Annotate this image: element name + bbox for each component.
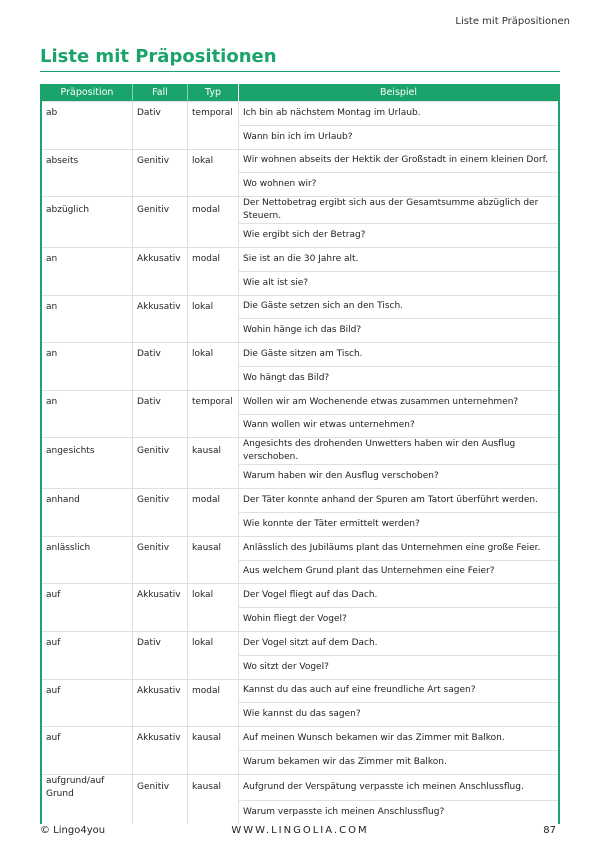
- cell-typ: temporal: [188, 390, 239, 414]
- table-row-question: [42, 319, 558, 343]
- cell-praeposition: abzüglich: [42, 197, 133, 224]
- table-row: [42, 247, 558, 271]
- empty-cell: [42, 801, 133, 824]
- cell-typ: kausal: [188, 438, 239, 465]
- empty-cell: [42, 125, 133, 149]
- cell-praeposition: angesichts: [42, 438, 133, 465]
- empty-cell: [133, 414, 188, 438]
- cell-fall: Genitiv: [133, 438, 188, 465]
- cell-fall: Dativ: [133, 343, 188, 367]
- empty-cell: [188, 703, 239, 727]
- cell-praeposition: auf: [42, 679, 133, 703]
- cell-question: Warum bekamen wir das Zimmer mit Balkon.: [239, 750, 559, 774]
- empty-cell: [188, 224, 239, 248]
- table-body: [42, 102, 558, 825]
- cell-example: Aufgrund der Verspätung verpasste ich meinen Anschlussflug.: [239, 774, 559, 801]
- cell-praeposition: an: [42, 390, 133, 414]
- table-row-question: [42, 414, 558, 438]
- cell-typ: lokal: [188, 631, 239, 655]
- table-row: [42, 197, 558, 224]
- table-row: [42, 679, 558, 703]
- cell-example: Der Täter konnte anhand der Spuren am Tatort überführt werden.: [239, 489, 559, 513]
- empty-cell: [42, 703, 133, 727]
- cell-praeposition: an: [42, 247, 133, 271]
- cell-example: Der Nettobetrag ergibt sich aus der Gesamtsumme abzüglich der Steuern.: [239, 197, 559, 224]
- table-row: [42, 438, 558, 465]
- empty-cell: [133, 465, 188, 489]
- cell-example: Die Gäste sitzen am Tisch.: [239, 343, 559, 367]
- empty-cell: [133, 319, 188, 343]
- cell-fall: Akkusativ: [133, 295, 188, 319]
- cell-fall: Genitiv: [133, 536, 188, 560]
- cell-example: Auf meinen Wunsch bekamen wir das Zimmer mit Balkon.: [239, 727, 559, 751]
- cell-example: Kannst du das auch auf eine freundliche Art sagen?: [239, 679, 559, 703]
- cell-question: Wo hängt das Bild?: [239, 366, 559, 390]
- column-header-beispiel: Beispiel: [239, 84, 559, 102]
- empty-cell: [133, 750, 188, 774]
- cell-question: Wie ergibt sich der Betrag?: [239, 224, 559, 248]
- table-row-question: [42, 608, 558, 632]
- cell-example: Sie ist an die 30 Jahre alt.: [239, 247, 559, 271]
- cell-question: Wie alt ist sie?: [239, 271, 559, 295]
- table-row-question: [42, 750, 558, 774]
- cell-fall: Dativ: [133, 390, 188, 414]
- empty-cell: [42, 414, 133, 438]
- cell-question: Wo sitzt der Vogel?: [239, 655, 559, 679]
- table-row: [42, 727, 558, 751]
- table-header-row: [42, 84, 558, 102]
- cell-question: Wie kannst du das sagen?: [239, 703, 559, 727]
- empty-cell: [188, 465, 239, 489]
- cell-typ: modal: [188, 489, 239, 513]
- empty-cell: [188, 173, 239, 197]
- empty-cell: [188, 366, 239, 390]
- cell-typ: modal: [188, 247, 239, 271]
- empty-cell: [188, 608, 239, 632]
- title-divider: [40, 71, 560, 72]
- cell-fall: Genitiv: [133, 489, 188, 513]
- cell-example: Anlässlich des Jubiläums plant das Unternehmen eine große Feier.: [239, 536, 559, 560]
- table-row: [42, 102, 558, 126]
- empty-cell: [133, 512, 188, 536]
- cell-question: Aus welchem Grund plant das Unternehmen eine Feier?: [239, 560, 559, 584]
- empty-cell: [133, 703, 188, 727]
- empty-cell: [188, 271, 239, 295]
- column-header-fall: Fall: [133, 84, 188, 102]
- cell-question: Wohin hänge ich das Bild?: [239, 319, 559, 343]
- cell-example: Die Gäste setzen sich an den Tisch.: [239, 295, 559, 319]
- cell-typ: modal: [188, 197, 239, 224]
- cell-praeposition: auf: [42, 584, 133, 608]
- cell-fall: Genitiv: [133, 197, 188, 224]
- empty-cell: [42, 224, 133, 248]
- cell-praeposition: aufgrund/auf Grund: [42, 774, 133, 801]
- empty-cell: [133, 608, 188, 632]
- cell-fall: Genitiv: [133, 149, 188, 173]
- empty-cell: [188, 414, 239, 438]
- empty-cell: [188, 655, 239, 679]
- empty-cell: [42, 465, 133, 489]
- running-head: Liste mit Präpositionen: [455, 16, 570, 27]
- empty-cell: [133, 271, 188, 295]
- table-row-question: [42, 801, 558, 824]
- table-row-question: [42, 224, 558, 248]
- footer-copyright: © Lingo4you: [40, 825, 106, 836]
- cell-question: Warum verpasste ich meinen Anschlussflug?: [239, 801, 559, 824]
- cell-fall: Akkusativ: [133, 584, 188, 608]
- table-row-question: [42, 173, 558, 197]
- empty-cell: [188, 512, 239, 536]
- table-row-question: [42, 703, 558, 727]
- cell-example: Ich bin ab nächstem Montag im Urlaub.: [239, 102, 559, 126]
- cell-example: Wollen wir am Wochenende etwas zusammen unternehmen?: [239, 390, 559, 414]
- cell-typ: lokal: [188, 584, 239, 608]
- cell-fall: Akkusativ: [133, 727, 188, 751]
- cell-example: Wir wohnen abseits der Hektik der Großstadt in einem kleinen Dorf.: [239, 149, 559, 173]
- empty-cell: [42, 173, 133, 197]
- table-row-question: [42, 655, 558, 679]
- empty-cell: [133, 125, 188, 149]
- table-row-question: [42, 465, 558, 489]
- cell-praeposition: anlässlich: [42, 536, 133, 560]
- cell-praeposition: an: [42, 343, 133, 367]
- preposition-table: [42, 84, 558, 824]
- cell-typ: lokal: [188, 295, 239, 319]
- empty-cell: [188, 560, 239, 584]
- empty-cell: [133, 224, 188, 248]
- cell-question: Warum haben wir den Ausflug verschoben?: [239, 465, 559, 489]
- table-row-question: [42, 271, 558, 295]
- cell-typ: lokal: [188, 343, 239, 367]
- empty-cell: [42, 366, 133, 390]
- empty-cell: [42, 608, 133, 632]
- cell-question: Wohin fliegt der Vogel?: [239, 608, 559, 632]
- cell-question: Wann bin ich im Urlaub?: [239, 125, 559, 149]
- table-row-question: [42, 125, 558, 149]
- cell-example: Angesichts des drohenden Unwetters haben wir den Ausflug verschoben.: [239, 438, 559, 465]
- column-header-praeposition: Präposition: [42, 84, 133, 102]
- page-title: Liste mit Präpositionen: [40, 46, 277, 67]
- empty-cell: [188, 125, 239, 149]
- table-row: [42, 390, 558, 414]
- table-row: [42, 584, 558, 608]
- cell-praeposition: anhand: [42, 489, 133, 513]
- empty-cell: [42, 750, 133, 774]
- table-row: [42, 631, 558, 655]
- empty-cell: [133, 801, 188, 824]
- cell-fall: Dativ: [133, 631, 188, 655]
- table-row: [42, 774, 558, 801]
- table-row-question: [42, 512, 558, 536]
- table-row: [42, 489, 558, 513]
- cell-typ: temporal: [188, 102, 239, 126]
- empty-cell: [42, 271, 133, 295]
- cell-example: Der Vogel sitzt auf dem Dach.: [239, 631, 559, 655]
- cell-praeposition: auf: [42, 631, 133, 655]
- cell-typ: kausal: [188, 774, 239, 801]
- footer-website: WWW.LINGOLIA.COM: [231, 825, 369, 836]
- cell-typ: lokal: [188, 149, 239, 173]
- table-row-question: [42, 560, 558, 584]
- cell-question: Wie konnte der Täter ermittelt werden?: [239, 512, 559, 536]
- table-row: [42, 149, 558, 173]
- empty-cell: [188, 750, 239, 774]
- empty-cell: [42, 655, 133, 679]
- empty-cell: [133, 560, 188, 584]
- cell-typ: modal: [188, 679, 239, 703]
- empty-cell: [133, 173, 188, 197]
- table-row: [42, 343, 558, 367]
- cell-praeposition: an: [42, 295, 133, 319]
- cell-fall: Dativ: [133, 102, 188, 126]
- cell-fall: Genitiv: [133, 774, 188, 801]
- cell-example: Der Vogel fliegt auf das Dach.: [239, 584, 559, 608]
- cell-praeposition: abseits: [42, 149, 133, 173]
- empty-cell: [188, 801, 239, 824]
- cell-typ: kausal: [188, 536, 239, 560]
- table-row: [42, 536, 558, 560]
- cell-typ: kausal: [188, 727, 239, 751]
- cell-praeposition: ab: [42, 102, 133, 126]
- cell-praeposition: auf: [42, 727, 133, 751]
- preposition-table-container: [40, 84, 560, 824]
- page-number: 87: [543, 825, 556, 836]
- empty-cell: [42, 319, 133, 343]
- column-header-typ: Typ: [188, 84, 239, 102]
- cell-question: Wo wohnen wir?: [239, 173, 559, 197]
- table-row: [42, 295, 558, 319]
- empty-cell: [42, 560, 133, 584]
- cell-question: Wann wollen wir etwas unternehmen?: [239, 414, 559, 438]
- table-row-question: [42, 366, 558, 390]
- cell-fall: Akkusativ: [133, 247, 188, 271]
- empty-cell: [42, 512, 133, 536]
- empty-cell: [188, 319, 239, 343]
- empty-cell: [133, 655, 188, 679]
- empty-cell: [133, 366, 188, 390]
- cell-fall: Akkusativ: [133, 679, 188, 703]
